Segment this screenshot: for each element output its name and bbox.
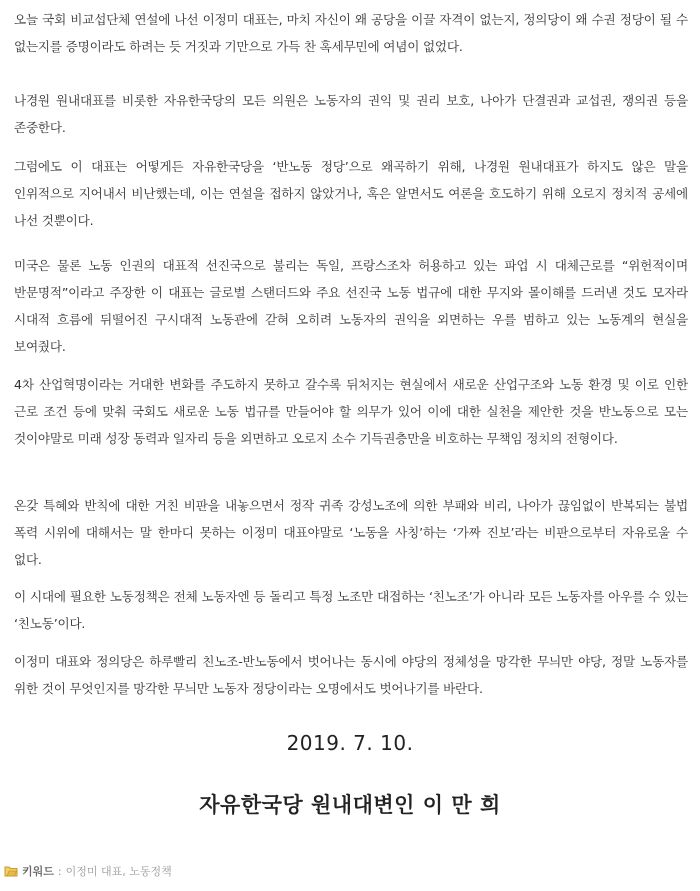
paragraph-4: 미국은 물론 노동 인권의 대표적 선진국으로 불리는 독일, 프랑스조차 허용하고 있는 파업 시 대체근로를 “위헌적이며 반문명적”이라고 주장한 이 대표는 글로벌 스탠더드와 주요 선진국 노동 법규에 대한 무지와 몰이해를 드러낸 것도 모자라 시대적 흐름에 뒤떨어진 구시대적 노동관에 갇혀 오히려 노동자의 권익을 외면하는 우를 범하고 있는 노동계의 현실을 보여줬다. [14, 258, 688, 354]
keyword-comma: , [122, 864, 130, 878]
keywords-label: 키워드 [22, 865, 54, 878]
release-date: 2019. 7. 10. [286, 731, 414, 755]
spokesperson-signature: 자유한국당 원내대변인 이 만 희 [199, 793, 501, 817]
paragraph-2: 나경원 원내대표를 비롯한 자유한국당의 모든 의원은 노동자의 권익 및 권리 보호, 나아가 단결권과 교섭권, 쟁의권 등을 존중한다. [14, 93, 688, 135]
keywords-separator: : [57, 864, 62, 878]
paragraph-7: 이 시대에 필요한 노동정책은 전체 노동자엔 등 돌리고 특정 노조만 대접하는 ‘친노조’가 아니라 모든 노동자를 아우를 수 있는 ‘친노동’이다. [14, 589, 688, 631]
paragraph-5: 4차 산업혁명이라는 거대한 변화를 주도하지 못하고 갈수록 뒤처지는 현실에서 새로운 산업구조와 노동 환경 및 이로 인한 근로 조건 등에 맞춰 국회도 새로운 노동 법규를 만들어야 할 의무가 있어 이에 대한 실천을 제안한 것을 반노동으로 모는 것이야말로 미래 성장 동력과 일자리 등을 외면하고 오로지 소수 기득권층만을 비호하는 무책임 정치의 전형이다. [14, 377, 688, 446]
keyword-link[interactable]: 이정미 대표 [65, 865, 123, 878]
paragraph-1: 오늘 국회 비교섭단체 연설에 나선 이정미 대표는, 마치 자신이 왜 공당을 이끌 자격이 없는지, 정의당이 왜 수권 정당이 될 수 없는지를 증명이라도 하려는 듯 거짓과 기만으로 가득 찬 혹세무민에 여념이 없었다. [14, 12, 688, 54]
paragraph-8: 이정미 대표와 정의당은 하루빨리 친노조-반노동에서 벗어나는 동시에 야당의 정체성을 망각한 무늬만 야당, 정말 노동자를 위한 것이 무엇인지를 망각한 무늬만 노동자 정당이라는 오명에서도 벗어나기를 바란다. [14, 654, 688, 696]
keywords-bar [4, 861, 172, 881]
paragraph-6: 온갖 특혜와 반칙에 대한 거친 비판을 내놓으면서 정작 귀족 강성노조에 의한 부패와 비리, 나아가 끊임없이 반복되는 불법 폭력 시위에 대해서는 말 한마디 못하는 이정미 대표야말로 ‘노동을 사칭’하는 ‘가짜 진보’라는 비판으로부터 자유로울 수 없다. [14, 498, 688, 567]
paragraph-3: 그럼에도 이 대표는 어떻게든 자유한국당을 ‘반노동 정당’으로 왜곡하기 위해, 나경원 원내대표가 하지도 않은 말을 인위적으로 지어내서 비난했는데, 이는 연설을 접하지 않았거나, 혹은 알면서도 여론을 호도하기 위해 오로지 정치적 공세에 나선 것뿐이다. [14, 159, 688, 228]
keyword-link[interactable]: 노동정책 [129, 865, 172, 878]
folder-icon [4, 864, 18, 878]
